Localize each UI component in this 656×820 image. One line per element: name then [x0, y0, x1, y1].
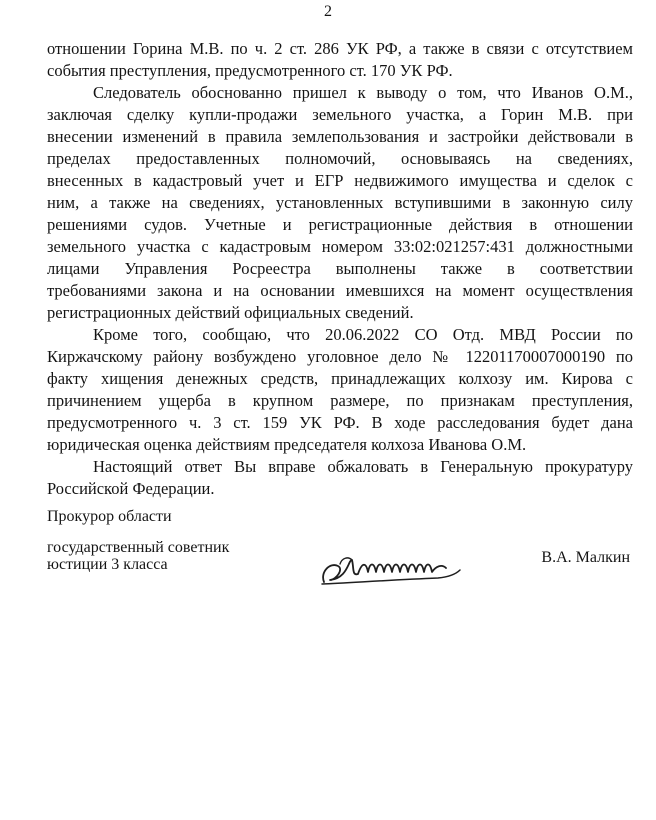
text-line: требованиями закона и на основании имевшихся на момент осуществления — [47, 281, 633, 300]
text-line: ним, а также на сведениях, установленных вступившими в законную силу — [47, 193, 633, 212]
page-number: 2 — [324, 3, 332, 20]
text-line: Настоящий ответ Вы вправе обжаловать в Генеральную прокуратуру — [93, 457, 633, 476]
signatory-name: В.А. Малкин — [541, 549, 630, 566]
text-line: заключая сделку купли-продажи земельного участка, а Горин М.В. при — [47, 105, 633, 124]
paragraph — [47, 324, 633, 456]
letter-body — [47, 38, 633, 500]
text-line: регистрационных действий официальных сведений. — [47, 303, 414, 322]
rank-line: государственный советник — [47, 539, 230, 556]
position-title: Прокурор области — [47, 508, 172, 525]
paragraph — [47, 82, 633, 324]
text-line: Следователь обоснованно пришел к выводу о том, что Иванов О.М., — [93, 83, 633, 102]
text-line: события преступления, предусмотренного ст. 170 УК РФ. — [47, 61, 453, 80]
text-line: юридическая оценка действиям председателя колхоза Иванова О.М. — [47, 435, 527, 454]
rank-line: юстиции 3 класса — [47, 556, 168, 573]
text-line: внесении изменений в правила землепользования и застройки действовали в — [47, 127, 633, 146]
text-line: предусмотренного ч. 3 ст. 159 УК РФ. В ходе расследования будет дана — [47, 413, 633, 432]
paragraph — [47, 38, 633, 82]
signatory-position — [47, 508, 633, 525]
paragraph — [47, 456, 633, 500]
handwritten-signature — [318, 550, 468, 590]
text-line: факту хищения денежных средств, принадлежащих колхозу им. Кирова с — [47, 369, 633, 388]
text-line: внесенных в кадастровый учет и ЕГР недвижимого имущества и сделок с — [47, 171, 633, 190]
text-line: пределах предоставленных полномочий, основываясь на сведениях, — [47, 149, 633, 168]
text-line: земельного участка с кадастровым номером 33:02:021257:431 должностными — [47, 237, 633, 256]
text-line: лицами Управления Росреестра выполнены также в соответствии — [47, 259, 633, 278]
text-line: Киржачскому району возбуждено уголовное дело № 12201170007000190 по — [47, 347, 633, 366]
text-line: Кроме того, сообщаю, что 20.06.2022 СО Отд. МВД России по — [93, 325, 633, 344]
text-line: отношении Горина М.В. по ч. 2 ст. 286 УК РФ, а также в связи с отсутствием — [47, 39, 633, 58]
text-line: причинением ущерба в крупном размере, по признакам преступления, — [47, 391, 633, 410]
text-line: Российской Федерации. — [47, 479, 215, 498]
text-line: решениями судов. Учетные и регистрационные действия в отношении — [47, 215, 633, 234]
